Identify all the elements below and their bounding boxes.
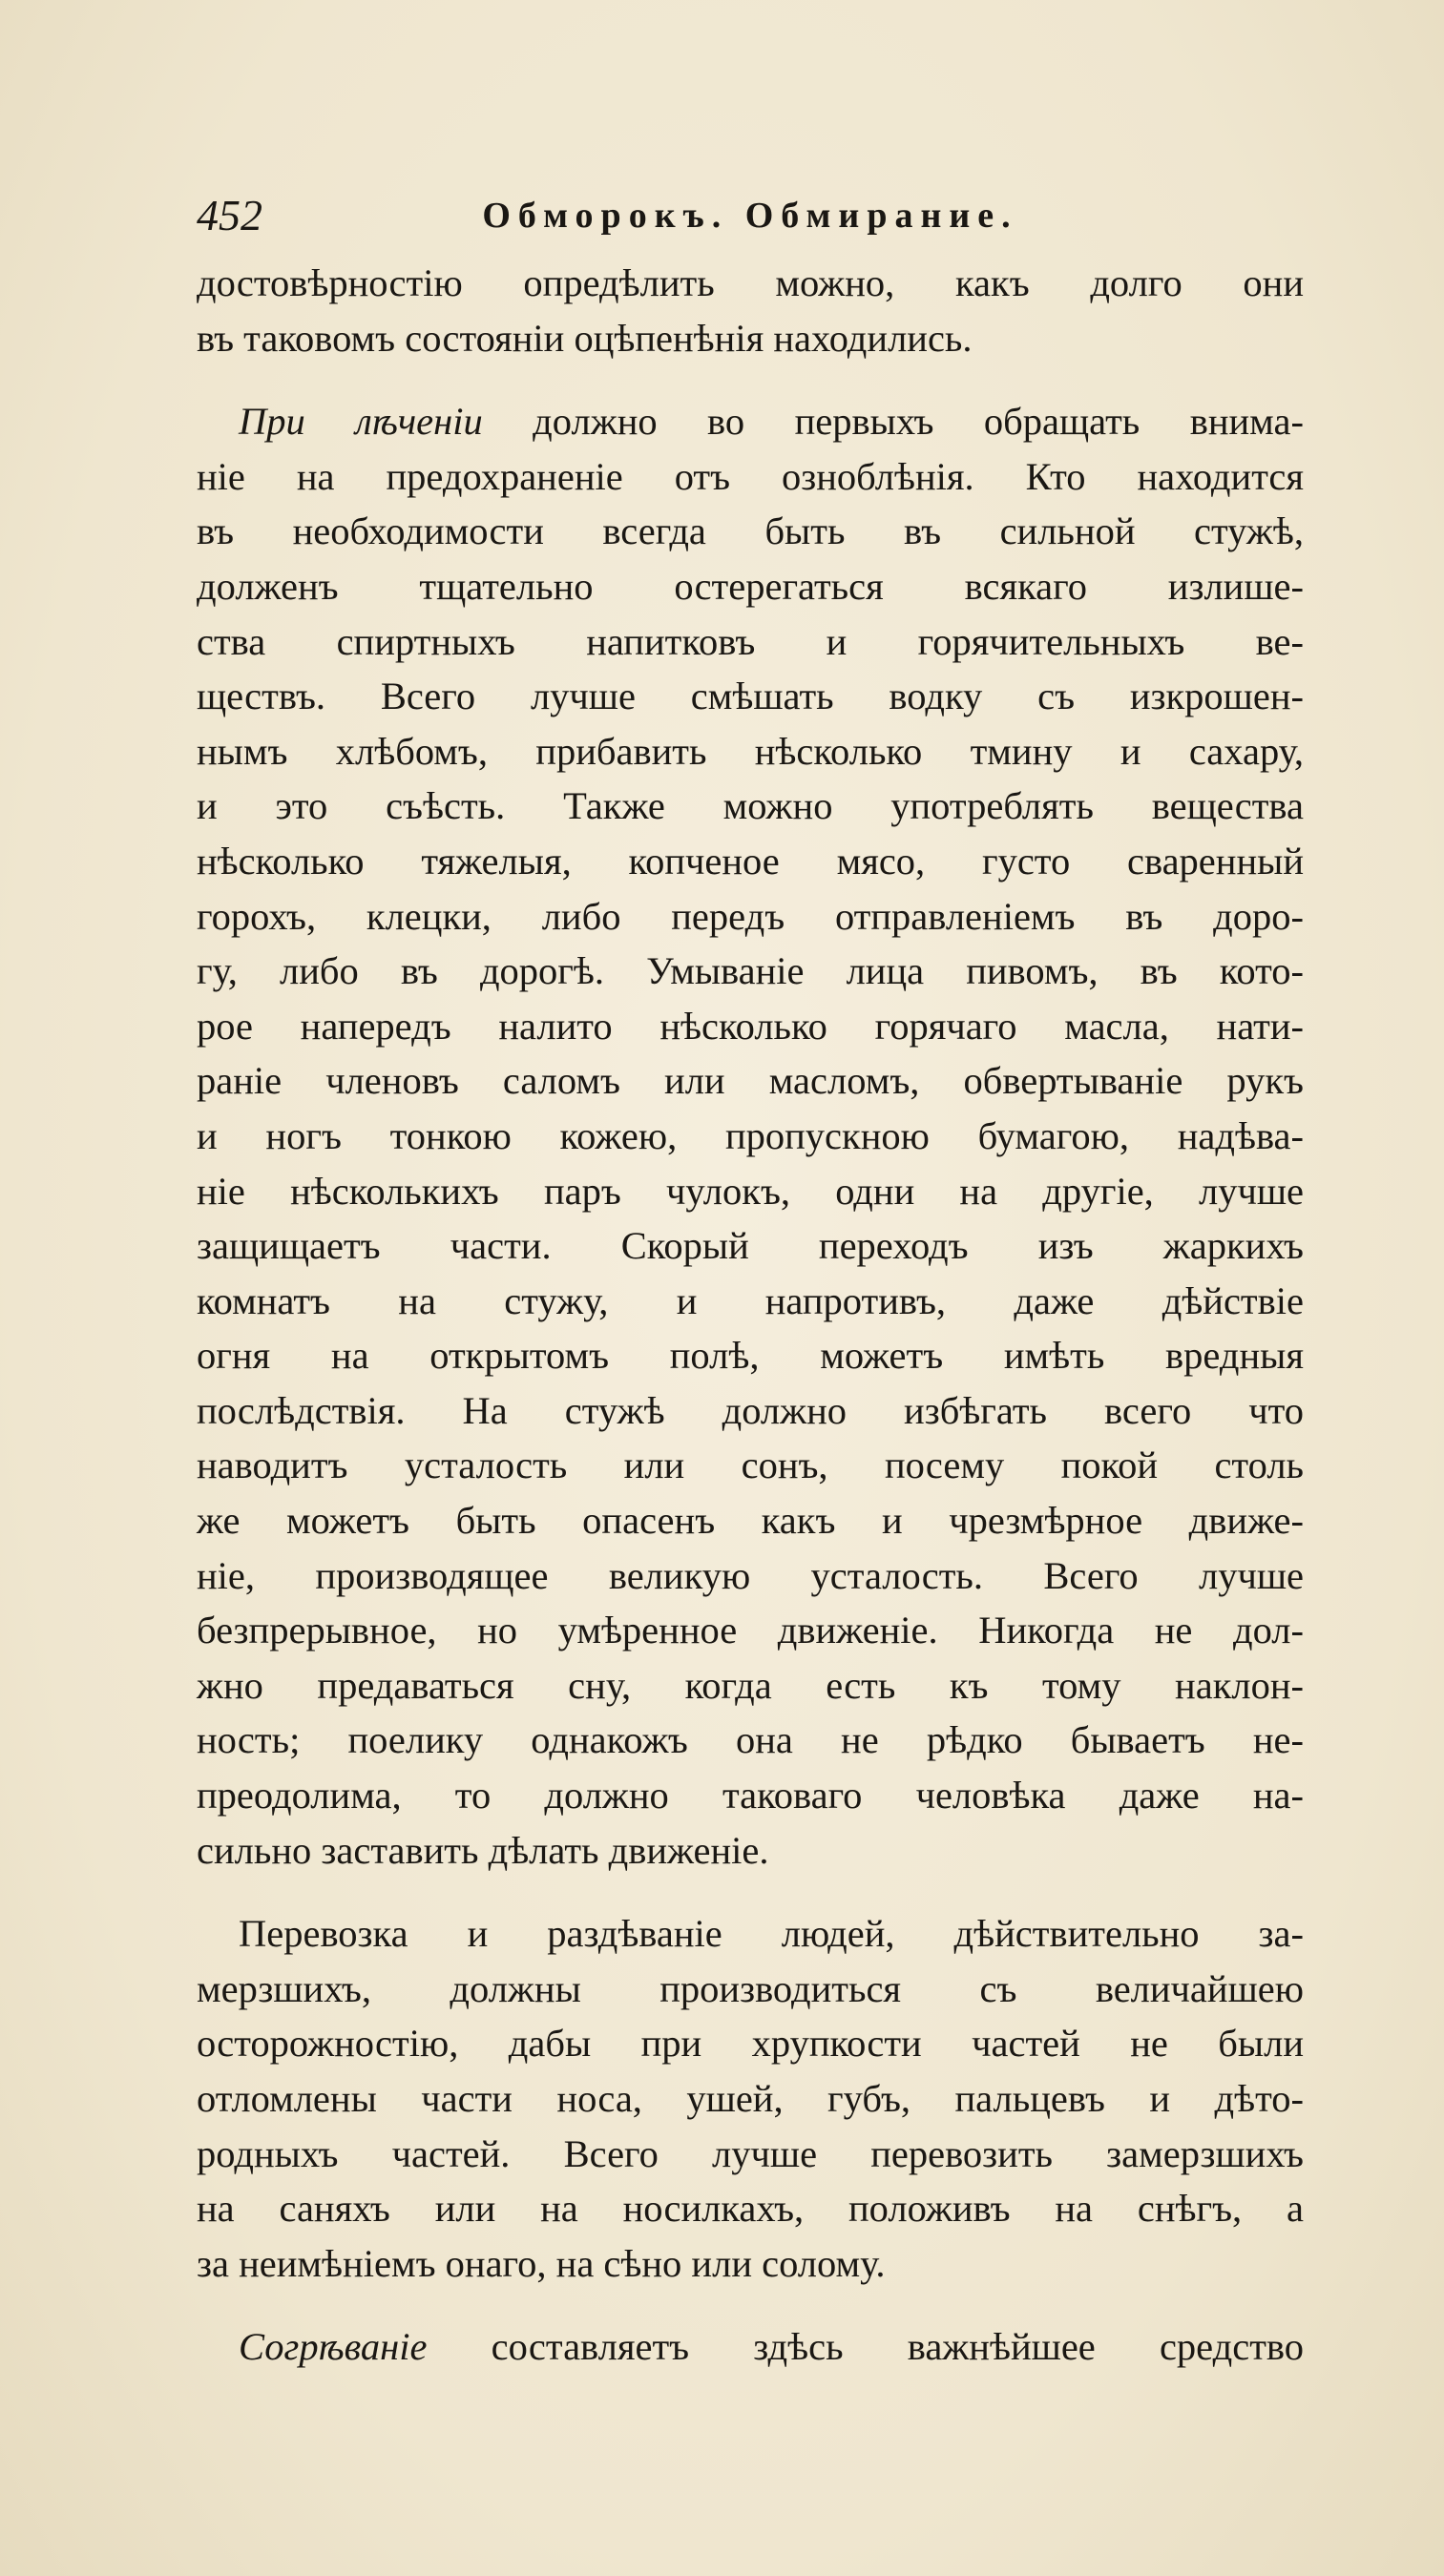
text-line <box>197 779 1304 834</box>
line-text: нымъ хлѣбомъ, прибавить нѣсколько тмину и сахару, <box>197 729 1304 773</box>
line-text: отломлены части носа, ушей, губъ, пальцевъ и дѣто- <box>197 2077 1304 2120</box>
line-text: жно предаваться сну, когда есть къ тому наклон- <box>197 1663 1304 1707</box>
line-text: и ногъ тонкою кожею, пропускною бумагою, надѣва- <box>197 1113 1304 1157</box>
line-text: составляетъ здѣсь важнѣйшее средство <box>427 2325 1304 2369</box>
text-line <box>197 1274 1304 1329</box>
line-text: осторожностію, дабы при хрупкости частей не были <box>197 2022 1304 2066</box>
text-line <box>197 2181 1304 2236</box>
italic-term: При лѣченіи <box>239 400 483 444</box>
page-header <box>197 187 1304 244</box>
text-line <box>197 2127 1304 2182</box>
line-text: комнатъ на стужу, и напротивъ, даже дѣйствіе <box>197 1278 1304 1322</box>
line-text: нѣсколько тяжелыя, копченое мясо, густо сваренный <box>197 839 1304 883</box>
line-text: въ таковомъ состояніи оцѣпенѣнія находились. <box>197 316 973 360</box>
text-line <box>197 1658 1304 1714</box>
text-line <box>197 1053 1304 1109</box>
text-line <box>197 2016 1304 2071</box>
text-line <box>197 559 1304 614</box>
text-line <box>197 1768 1304 1823</box>
text-line <box>197 1962 1304 2017</box>
line-text: на саняхъ или на носилкахъ, положивъ на снѣгъ, а <box>197 2187 1304 2231</box>
line-text: Перевозка и раздѣваніе людей, дѣйствительно за- <box>239 1912 1304 1956</box>
line-text: огня на открытомъ полѣ, можетъ имѣть вредныя <box>197 1334 1304 1378</box>
text-line <box>197 394 1304 449</box>
line-text: рое напередъ налито нѣсколько горячаго масла, нати- <box>197 1004 1304 1048</box>
text-line <box>197 2319 1304 2375</box>
text-line <box>197 1713 1304 1768</box>
body-text <box>197 256 1304 2375</box>
line-text: и это съѣсть. Также можно употреблять вещества <box>197 784 1304 828</box>
line-text: преодолима, то должно таковаго человѣка даже на- <box>197 1774 1304 1818</box>
text-line <box>197 1383 1304 1439</box>
line-text: ства спиртныхъ напитковъ и горячительныхъ ве- <box>197 619 1304 663</box>
paragraph <box>197 256 1304 365</box>
text-line <box>197 449 1304 505</box>
text-line <box>197 669 1304 724</box>
text-line <box>197 1328 1304 1383</box>
text-line <box>197 256 1304 311</box>
line-text: ніе нѣсколькихъ паръ чулокъ, одни на другіе, лучше <box>197 1169 1304 1213</box>
line-text: горохъ, клецки, либо передъ отправленіемъ въ доро- <box>197 894 1304 938</box>
line-text: ніе, производящее великую усталость. Всего лучше <box>197 1553 1304 1597</box>
line-text: мерзшихъ, должны производиться съ величайшею <box>197 1966 1304 2010</box>
line-text: долженъ тщательно остерегаться всякаго излише- <box>197 564 1304 608</box>
line-text: раніе членовъ саломъ или масломъ, обвертываніе рукъ <box>197 1059 1304 1103</box>
line-text: гу, либо въ дорогѣ. Умываніе лица пивомъ, въ кото- <box>197 949 1304 993</box>
text-line <box>197 944 1304 999</box>
line-text: ществъ. Всего лучше смѣшать водку съ изкрошен- <box>197 675 1304 718</box>
text-line <box>197 1823 1304 1879</box>
text-line <box>197 1493 1304 1548</box>
text-line <box>197 1218 1304 1274</box>
text-line <box>197 1548 1304 1604</box>
line-text: ніе на предохраненіе отъ озноблѣнія. Кто находится <box>197 454 1304 498</box>
line-text: наводитъ усталость или сонъ, посему покой столь <box>197 1444 1304 1487</box>
paragraph <box>197 1906 1304 2291</box>
text-line <box>197 1438 1304 1493</box>
text-line <box>197 311 1304 366</box>
text-line <box>197 2071 1304 2127</box>
text-line <box>197 504 1304 559</box>
text-line <box>197 1603 1304 1658</box>
running-title: Обморокъ. Обмирание. <box>482 196 1018 236</box>
text-line <box>197 834 1304 889</box>
text-line <box>197 2236 1304 2292</box>
paragraph <box>197 394 1304 1878</box>
text-line <box>197 999 1304 1054</box>
paragraph <box>197 2319 1304 2375</box>
text-line <box>197 614 1304 670</box>
line-text: безпрерывное, но умѣренное движеніе. Никогда не дол- <box>197 1609 1304 1652</box>
text-line <box>197 1164 1304 1219</box>
text-line <box>197 1109 1304 1164</box>
text-line <box>197 1906 1304 1962</box>
line-text: ность; поелику однакожъ она не рѣдко бываетъ не- <box>197 1718 1304 1762</box>
line-text: достовѣрностію опредѣлить можно, какъ долго они <box>197 261 1304 304</box>
page-number: 452 <box>197 191 262 239</box>
line-text: сильно заставить дѣлать движеніе. <box>197 1828 769 1872</box>
line-text: родныхъ частей. Всего лучше перевозить замерзшихъ <box>197 2131 1304 2175</box>
line-text: за неимѣніемъ онаго, на сѣно или солому. <box>197 2241 886 2285</box>
italic-term: Согрѣваніе <box>239 2325 428 2369</box>
text-line <box>197 724 1304 779</box>
line-text: защищаетъ части. Скорый переходъ изъ жаркихъ <box>197 1224 1304 1268</box>
line-text: послѣдствія. На стужѣ должно избѣгать всего что <box>197 1388 1304 1432</box>
line-text: же можетъ быть опасенъ какъ и чрезмѣрное движе- <box>197 1499 1304 1543</box>
line-text: въ необходимости всегда быть въ сильной стужѣ, <box>197 509 1304 553</box>
line-text: должно во первыхъ обращать внима- <box>482 400 1304 444</box>
text-line <box>197 889 1304 945</box>
